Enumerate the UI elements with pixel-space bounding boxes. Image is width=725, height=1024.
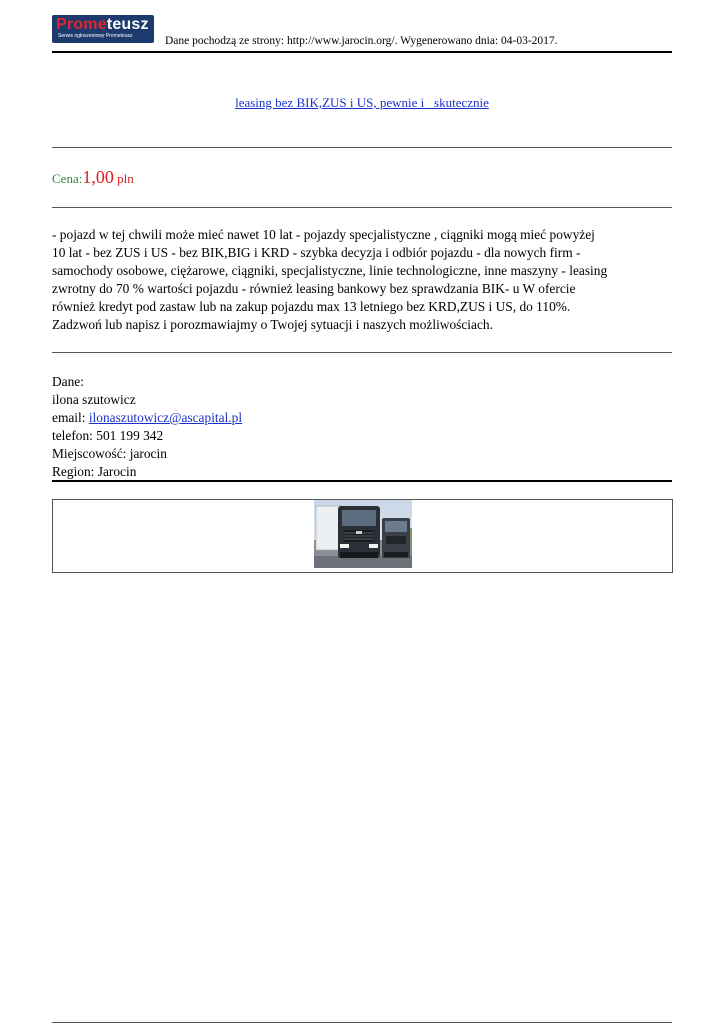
- source-note: Dane pochodzą ze strony: http://www.jarocin.org/. Wygenerowano dnia: 04-03-2017.: [165, 35, 558, 47]
- contact-heading: Dane:: [52, 374, 84, 389]
- description-line: samochody osobowe, ciężarowe, ciągniki, specjalistyczne, linie technologiczne, inne maszyny - leasing: [52, 263, 608, 278]
- title-divider: [52, 147, 672, 148]
- truck-photo[interactable]: [314, 500, 412, 568]
- email-link[interactable]: ilonaszutowicz@ascapital.pl: [88, 410, 243, 425]
- prometeusz-logo: [52, 15, 154, 43]
- logo-red-part: Prome: [56, 16, 107, 33]
- contact-divider: [52, 480, 672, 482]
- email-label: email:: [52, 410, 89, 425]
- logo-wordmark: [56, 16, 149, 34]
- description-line: 10 lat - bez ZUS i US - bez BIK,BIG i KRD - szybka decyzja i odbiór pojazdu - dla nowych firm -: [52, 245, 581, 260]
- contact-name: ilona szutowicz: [52, 392, 136, 407]
- contact-details: [52, 373, 242, 481]
- description-line: zwrotny do 70 % wartości pojazdu - również leasing bankowy bez sprawdzania BIK- u W ofercie: [52, 281, 576, 296]
- price-currency: pln: [117, 171, 134, 186]
- image-frame: [52, 499, 673, 573]
- listing-title-link[interactable]: leasing bez BIK,ZUS i US, pewnie i skutecznie: [235, 95, 489, 110]
- price-label: Cena:: [52, 171, 83, 186]
- description-line: również kredyt pod zastaw lub na zakup pojazdu max 13 letniego bez KRD,ZUS i US, do 110%.: [52, 299, 571, 314]
- footer-divider: [52, 1022, 672, 1023]
- header-divider: [52, 51, 672, 53]
- contact-phone: telefon: 501 199 342: [52, 428, 164, 443]
- description-line: Zadzwoń lub napisz i porozmawiajmy o Twojej sytuacji i naszych możliwościach.: [52, 317, 493, 332]
- contact-email-row: [52, 409, 242, 427]
- price-divider: [52, 207, 672, 208]
- contact-city: Miejscowość: jarocin: [52, 446, 167, 461]
- contact-region: Region: Jarocin: [52, 464, 137, 479]
- description-line: - pojazd w tej chwili może mieć nawet 10 lat - pojazdy specjalistyczne , ciągniki mogą mieć powyżej: [52, 227, 595, 242]
- price: [52, 167, 134, 188]
- logo-tagline: Serwis ogłoszeniowy Prometeusz: [58, 33, 133, 39]
- price-value: 1,00: [82, 167, 114, 187]
- description-divider: [52, 352, 672, 353]
- listing-description: [52, 226, 674, 334]
- logo-white-part: teusz: [106, 16, 149, 33]
